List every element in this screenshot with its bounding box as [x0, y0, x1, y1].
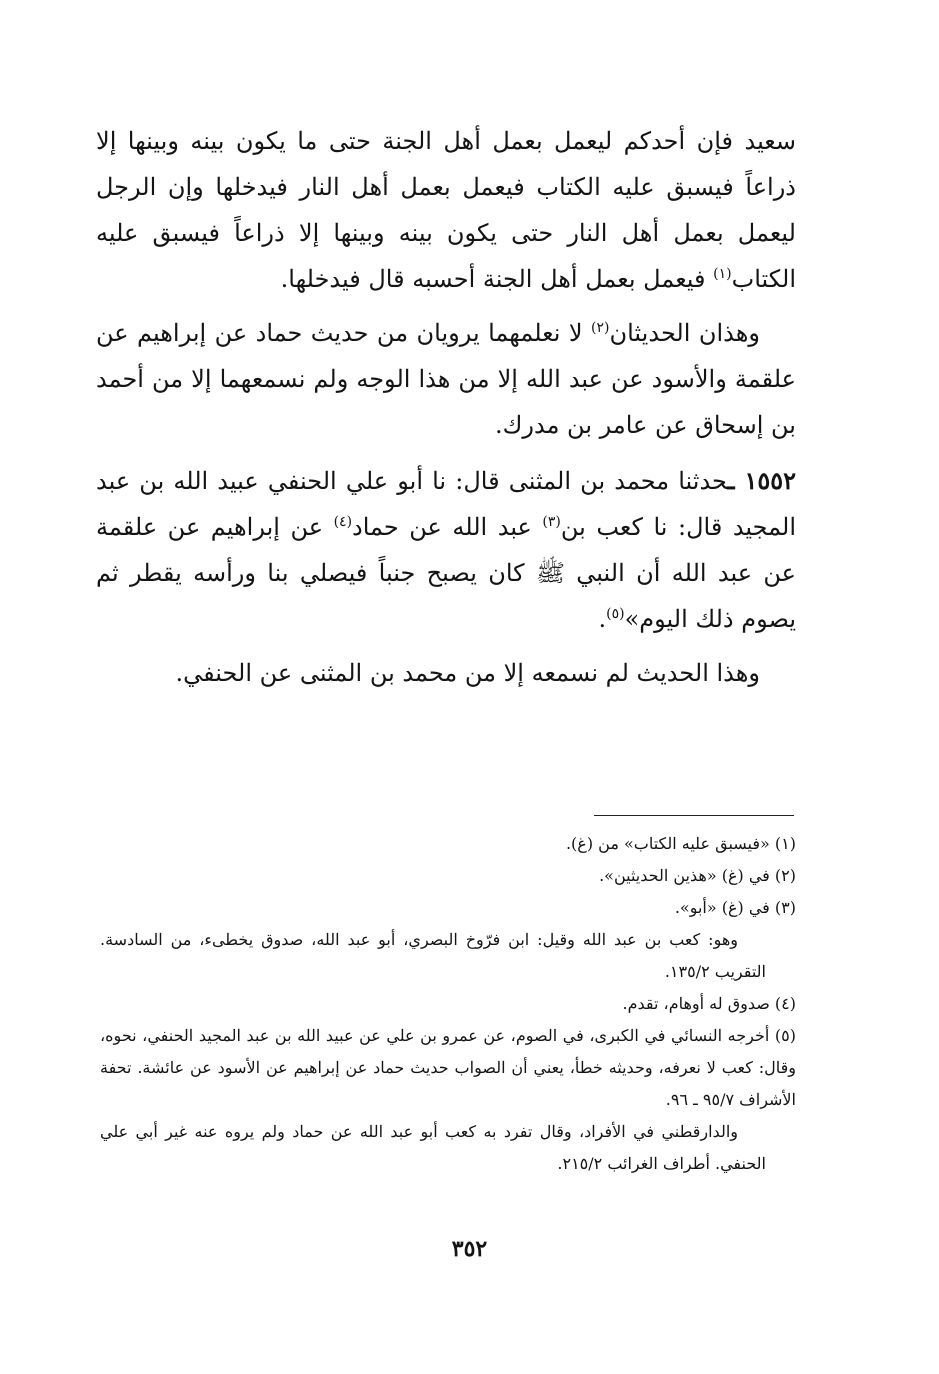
footnote-separator	[594, 815, 794, 816]
footnote-marker-1: (١)	[713, 266, 732, 282]
hadith-text-b: عبد الله عن حماد	[352, 513, 532, 541]
footnotes	[100, 828, 796, 1180]
paragraph-1	[96, 118, 796, 302]
footnote-5: (٥) أخرجه النسائي في الكبرى، في الصوم، عن عمرو بن علي عن عبيد الله بن عبد المجيد الحنفي، نحوه، وقال: كعب لا نعرفه، وحديثه خطأ، يعني أن الصواب حديث حماد عن إبراهيم عن الأسود عن عائشة. تحفة الأشراف ٩٥/٧ ـ ٩٦.	[100, 1026, 796, 1109]
hadith-text-c: عن إبراهيم عن علقمة عن عبد الله أن النبي ﷺ كان يصبح جنباً فيصلي بنا ورأسه يقطر ثم يصوم ذلك اليوم»	[96, 513, 796, 633]
footnote-1: (١) «فيسبق عليه الكتاب» من (غ).	[565, 834, 796, 853]
page-number: ٣٥٢	[451, 1236, 488, 1262]
main-text	[96, 118, 796, 696]
hadith-end: .	[598, 605, 607, 633]
paragraph-1-text: سعيد فإن أحدكم ليعمل بعمل أهل الجنة حتى ما يكون بينه وبينها إلا ذراعاً فيسبق عليه الكتاب فيعمل بعمل أهل النار فيدخلها وإن الرجل ليعمل بعمل أهل النار حتى يكون بينه وبينها إلا ذراعاً فيسبق عليه الكتاب	[96, 127, 796, 293]
footnote-marker-2: (٢)	[591, 320, 610, 336]
paragraph-2	[96, 310, 796, 448]
paragraph-2-start: وهذان الحديثان	[609, 319, 760, 347]
footnote-2: (٢) في (غ) «هذين الحديثين».	[599, 866, 796, 885]
hadith-text-a: حدثنا محمد بن المثنى قال: نا أبو علي الحنفي عبيد الله بن عبد المجيد قال: نا كعب بن	[96, 467, 797, 541]
hadith-number: ١٥٥٢ ـ	[727, 466, 797, 495]
paragraph-2-end: لا نعلمهما يرويان من حديث حماد عن إبراهيم عن علقمة والأسود عن عبد الله إلا من هذا الوجه ولم نسمعهما إلا من أحمد بن إسحاق عن عامر بن مدرك.	[96, 319, 796, 439]
footnote-3-continued: وهو: كعب بن عبد الله وقيل: ابن فرّوخ البصري، أبو عبد الله، صدوق يخطىء، من السادسة. التقريب ١٣٥/٢.	[100, 930, 766, 981]
paragraph-3: وهذا الحديث لم نسمعه إلا من محمد بن المثنى عن الحنفي.	[175, 659, 760, 687]
footnote-3: (٣) في (غ) «أبو».	[674, 898, 796, 917]
hadith-1552	[96, 458, 796, 642]
footnote-4: (٤) صدوق له أوهام، تقدم.	[622, 994, 796, 1013]
paragraph-1-end: فيعمل بعمل أهل الجنة أحسبه قال فيدخلها.	[280, 265, 706, 293]
footnote-marker-4: (٤)	[333, 514, 353, 530]
footnote-marker-5: (٥)	[606, 606, 625, 622]
footnote-5-continued: والدارقطني في الأفراد، وقال تفرد به كعب أبو عبد الله عن حماد ولم يروه عنه غير أبي علي الحنفي. أطراف الغرائب ٢١٥/٢.	[100, 1122, 766, 1173]
footnote-marker-3: (٣)	[542, 514, 561, 530]
